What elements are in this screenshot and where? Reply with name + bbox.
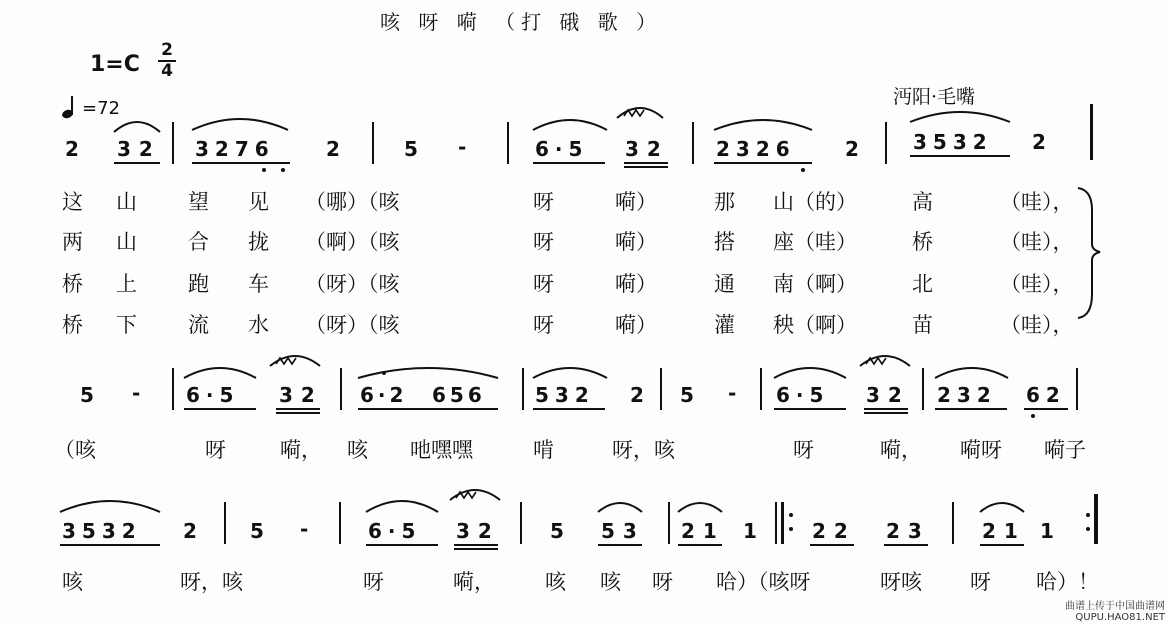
slur: [114, 122, 160, 132]
lyric: 这: [62, 190, 83, 214]
slur: [774, 368, 846, 378]
note: 5: [404, 137, 418, 161]
lyric: 呀: [652, 570, 673, 594]
lyric: 呀: [533, 190, 554, 214]
note: 32: [456, 519, 500, 543]
note: 3276: [195, 137, 275, 161]
lyric: 呀: [205, 438, 226, 462]
lyric: 搭: [714, 230, 735, 254]
slur: [533, 368, 607, 378]
lyric: 桥: [912, 230, 933, 254]
lyric: （呀）（咳: [305, 313, 400, 337]
lyric: （咳: [54, 438, 96, 462]
note: 2: [630, 383, 644, 407]
note: 53: [601, 519, 645, 543]
lyric: 呀: [970, 570, 991, 594]
note: 21: [681, 519, 725, 543]
slur: [184, 368, 256, 378]
time-signature-bottom: 4: [161, 61, 173, 81]
lyric: 呀: [363, 570, 384, 594]
trill-mark: [624, 110, 644, 116]
slur: [678, 503, 722, 512]
lyric: 望: [188, 190, 209, 214]
slur: [192, 119, 288, 130]
note: 2: [1032, 130, 1046, 154]
song-source: 沔阳·毛嘴: [893, 86, 976, 108]
lyric: 咳: [545, 570, 566, 594]
lyric: 拢: [248, 230, 269, 254]
slur: [366, 501, 438, 512]
lyric: 嗬）: [615, 272, 657, 296]
lyric: 嗬）: [615, 190, 657, 214]
slur: [714, 120, 812, 130]
slur: [980, 503, 1024, 512]
note: 21: [982, 519, 1026, 543]
lyric: 山（的）: [773, 190, 857, 214]
watermark-line-1: 曲谱上传于中国曲谱网: [1065, 601, 1165, 612]
lyric: 嗬）: [615, 230, 657, 254]
note: 2: [326, 137, 340, 161]
lyric: （哇），: [1000, 272, 1074, 296]
lyric: 吔嘿嘿: [410, 438, 473, 462]
lyric: 两: [62, 230, 83, 254]
lyric: 咳: [62, 570, 83, 594]
note: 32: [279, 383, 323, 407]
lyric: 桥: [62, 313, 83, 337]
note: -: [458, 135, 467, 159]
verse-brace: [1078, 188, 1100, 318]
slur: [935, 368, 1008, 378]
lyric: 嗬，: [280, 438, 322, 462]
lyric: 上: [116, 272, 137, 296]
lyric: （呀）（咳: [305, 272, 400, 296]
note: 5: [680, 383, 694, 407]
note: 6·5: [186, 383, 240, 407]
lyric: 见: [248, 190, 269, 214]
slur: [910, 112, 1010, 122]
note: 62: [1026, 383, 1066, 407]
lyric: 下: [116, 313, 137, 337]
slur: [358, 368, 498, 378]
note: 2: [65, 137, 79, 161]
lyric: 呀: [533, 230, 554, 254]
note: -: [132, 381, 141, 405]
lyric: 那: [714, 190, 735, 214]
lyric: 水: [248, 313, 269, 337]
note: 23: [886, 519, 930, 543]
note: 5: [250, 519, 264, 543]
lyric: 哈）！: [1036, 570, 1099, 594]
lyric: 苗: [912, 313, 933, 337]
note: -: [728, 381, 737, 405]
note: 1: [1040, 519, 1054, 543]
lyric: （哪）（咳: [305, 190, 400, 214]
lyric: 高: [912, 190, 933, 214]
lyric: 呀咳: [880, 570, 922, 594]
lyric: 呀，咳: [180, 570, 243, 594]
lyric: 座（哇）: [773, 230, 857, 254]
lyric: 北: [912, 272, 933, 296]
slur: [598, 503, 642, 512]
note: 3532: [62, 519, 142, 543]
note: 2: [183, 519, 197, 543]
note: 32: [866, 383, 910, 407]
lyric: 嗬子: [1044, 438, 1086, 462]
note: -: [300, 517, 309, 541]
note: 32: [625, 137, 669, 161]
lyric: 啃: [533, 438, 554, 462]
note: 2: [845, 137, 859, 161]
note: 6·5: [776, 383, 830, 407]
lyric: （哇），: [1000, 313, 1074, 337]
lyric: 合: [188, 230, 209, 254]
note: 6·5: [368, 519, 422, 543]
lyric: 山: [116, 230, 137, 254]
note: 6·5: [535, 137, 589, 161]
note: 656: [432, 383, 486, 407]
note: 22: [812, 519, 856, 543]
lyric: （哇），: [1000, 190, 1074, 214]
lyric: 嗬，: [453, 570, 495, 594]
song-title: 咳 呀 嗬 （打 硪 歌 ）: [380, 10, 663, 34]
note: 532: [535, 383, 595, 407]
watermark-line-2: QUPU.HAO81.NET: [1075, 612, 1165, 623]
lyric: 南（啊）: [773, 272, 857, 296]
note: 3532: [913, 130, 993, 154]
lyric: 灌: [714, 313, 735, 337]
lyric: 哈）（咳呀: [716, 570, 811, 594]
lyric: 车: [248, 272, 269, 296]
lyric: 呀: [533, 272, 554, 296]
note: 6·2: [360, 383, 408, 407]
lyric: （哇），: [1000, 230, 1074, 254]
lyric: 咳: [600, 570, 621, 594]
note: 5: [550, 519, 564, 543]
note: 1: [743, 519, 757, 543]
lyric: 呀，咳: [612, 438, 675, 462]
lyric: 桥: [62, 272, 83, 296]
tempo-value: =72: [82, 98, 120, 119]
slur: [60, 501, 160, 512]
note: 2326: [716, 137, 796, 161]
slur: [533, 120, 607, 130]
lyric: 嗬）: [615, 313, 657, 337]
lyric: 跑: [188, 272, 209, 296]
key-signature: 1=C: [90, 52, 140, 77]
lyric: 嗬，: [880, 438, 922, 462]
lyric: 秧（啊）: [773, 313, 857, 337]
note: 232: [937, 383, 997, 407]
note: 32: [117, 137, 161, 161]
lyric: 呀: [793, 438, 814, 462]
site-watermark: [1065, 601, 1165, 623]
lyric: 通: [714, 272, 735, 296]
lyric: 山: [116, 190, 137, 214]
lyric: 咳: [347, 438, 368, 462]
lyric: 嗬呀: [960, 438, 1002, 462]
time-signature-top: 2: [161, 40, 173, 60]
lyric: 呀: [533, 313, 554, 337]
note: 5: [80, 383, 94, 407]
lyric: （啊）（咳: [305, 230, 400, 254]
lyric: 流: [188, 313, 209, 337]
